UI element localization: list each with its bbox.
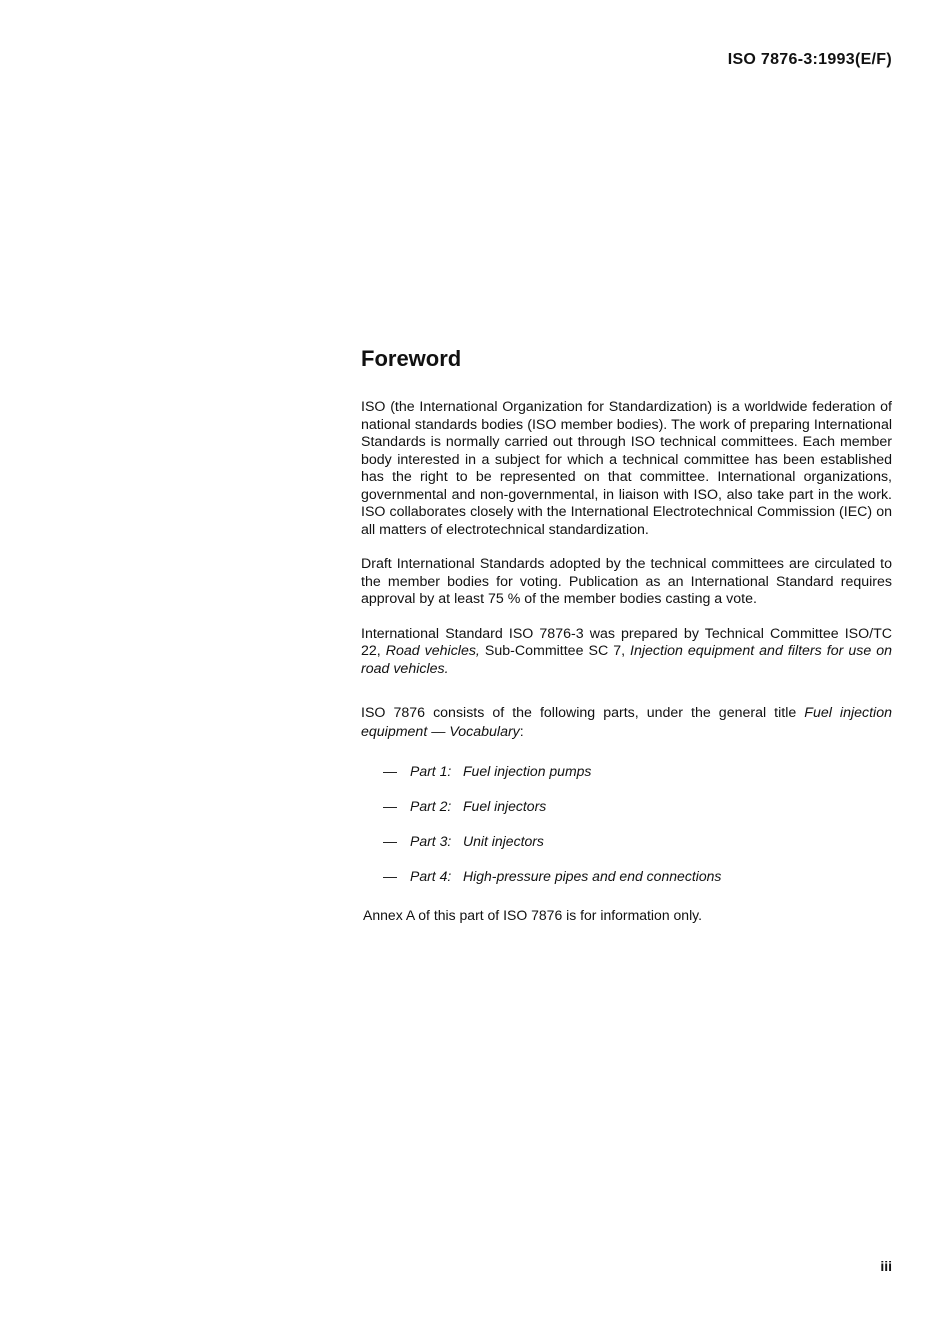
- annex-note: Annex A of this part of ISO 7876 is for information only.: [363, 907, 703, 923]
- list-dash: —: [383, 763, 397, 779]
- subcommittee-text: Sub-Committee SC 7,: [479, 643, 631, 659]
- section-title: Foreword: [361, 346, 462, 371]
- part-number: Part 3:: [410, 833, 452, 849]
- paragraph-iso-intro: ISO (the International Organization for Standardization) is a worldwide federation of national standards bodies (ISO member bodies). The work of preparing International Standards is normally carried out through ISO technical committees. Each member body interested in a subject for which a technical committee has been established has the right to be represented on that committee. International organizations, governmental and non-governmental, in liaison with ISO, also take part in the work. ISO collaborates closely with the International Electrotechnical Commission (IEC) on all matters of electrotechnical standardization.: [361, 399, 892, 538]
- list-dash: —: [383, 833, 397, 849]
- part-title: Unit injectors: [463, 833, 544, 849]
- paragraph-parts-intro: [361, 704, 892, 742]
- part-number: Part 4:: [410, 868, 452, 884]
- part-number: Part 1:: [410, 763, 452, 779]
- foreword-section: [361, 346, 892, 923]
- list-dash: —: [383, 868, 397, 884]
- list-dash: —: [383, 798, 397, 814]
- list-item: [383, 762, 892, 797]
- list-item: [383, 797, 892, 832]
- part-title: Fuel injection pumps: [463, 763, 592, 779]
- paragraph-prepared-by: [361, 626, 892, 679]
- parts-intro-colon: :: [519, 724, 524, 740]
- part-title: High-pressure pipes and end connections: [463, 868, 722, 884]
- paragraph-draft-standards: Draft International Standards adopted by the technical committees are circulated to the member bodies for voting. Publication as an International Standard requires approval by at least 75 % of the member bodies casting a vote.: [361, 556, 892, 607]
- page-number: iii: [880, 1258, 892, 1274]
- general-title: Fuel injection equipment — Vocabulary: [361, 705, 892, 740]
- parts-list: [383, 762, 892, 902]
- committee-title: Road vehicles,: [385, 643, 480, 659]
- part-number: Part 2:: [410, 798, 452, 814]
- list-item: [383, 832, 892, 867]
- list-item: [383, 867, 892, 902]
- subcommittee-title: Injection equipment and filters for use on road vehicles.: [361, 643, 893, 677]
- parts-intro-text: ISO 7876 consists of the following parts, under the general title: [361, 705, 805, 721]
- part-title: Fuel injectors: [463, 798, 547, 814]
- prepared-by-text: International Standard ISO 7876-3 was prepared by Technical Committee ISO/TC 22,: [361, 625, 892, 659]
- document-reference: ISO 7876-3:1993(E/F): [727, 51, 892, 68]
